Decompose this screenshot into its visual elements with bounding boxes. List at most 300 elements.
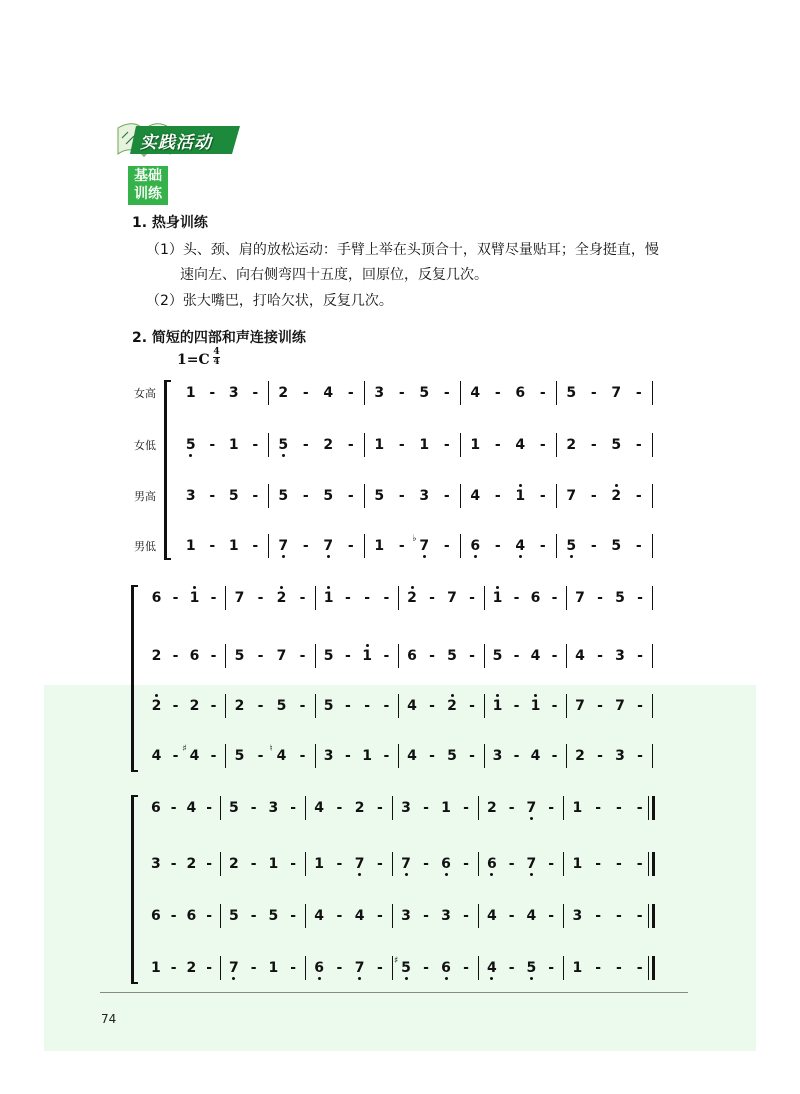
jianpu-note: 6 (441, 856, 451, 872)
dash-note: - (364, 590, 371, 606)
dash-note: - (469, 648, 475, 664)
dash-note: - (344, 648, 351, 664)
jianpu-note: 6 (189, 648, 200, 664)
jianpu-note: 7 (323, 538, 334, 554)
badge-line-2: 训练 (134, 186, 162, 202)
dash-note: - (429, 748, 435, 764)
jianpu-note: 5 (611, 437, 622, 453)
dash-note: - (209, 538, 216, 554)
jianpu-note: 4 (530, 748, 541, 764)
jianpu-note: 1 (185, 538, 196, 554)
jianpu-note: 1 (530, 698, 541, 714)
jianpu-note: 5 (268, 908, 279, 924)
jianpu-note: 3 (615, 648, 625, 664)
dash-note: - (590, 538, 597, 554)
dash-note: - (257, 590, 264, 606)
dash-note: - (615, 856, 622, 872)
barline (563, 956, 564, 980)
barline (652, 433, 653, 457)
jianpu-note: 2 (487, 800, 497, 816)
jianpu-note: 7 (575, 698, 585, 714)
jianpu-note: 1 (189, 590, 200, 606)
dash-note: - (347, 488, 354, 504)
upper-octave-dot (155, 694, 158, 697)
final-barline (652, 796, 655, 820)
barline (268, 484, 269, 508)
upper-octave-dot (615, 484, 618, 487)
jianpu-note: 1 (374, 538, 385, 554)
jianpu-note: 2 (276, 590, 287, 606)
barline (484, 744, 485, 768)
barline (556, 484, 557, 508)
dash-note: - (551, 748, 558, 764)
lower-octave-dot (474, 555, 477, 558)
item1-line2: 速向左、向右侧弯四十五度，回原位，反复几次。 (180, 267, 488, 283)
dash-note: - (398, 437, 405, 453)
dash-note: - (290, 908, 297, 924)
jianpu-note: 5 (276, 698, 287, 714)
jianpu-note: 2 (151, 698, 162, 714)
barline (305, 796, 306, 820)
dash-note: - (637, 748, 643, 764)
dash-note: - (615, 960, 622, 976)
dash-note: - (206, 856, 213, 872)
dash-note: - (206, 908, 213, 924)
dash-note: - (443, 437, 450, 453)
jianpu-note: 5 (611, 538, 622, 554)
dash-note: - (551, 698, 558, 714)
time-signature-top: 4 (213, 347, 220, 357)
jianpu-note: 5 (566, 538, 577, 554)
dash-note: - (206, 960, 213, 976)
dash-note: - (170, 800, 177, 816)
barline (484, 694, 485, 718)
jianpu-note: 1 (572, 960, 583, 976)
upper-octave-dot (366, 644, 369, 647)
dash-note: - (508, 856, 515, 872)
jianpu-note: 5 (229, 800, 239, 816)
lower-octave-dot (327, 555, 330, 558)
dash-note: - (595, 800, 602, 816)
jianpu-note: 7 (566, 488, 577, 504)
dash-note: - (637, 648, 643, 664)
barline (364, 433, 365, 457)
dash-note: - (539, 488, 546, 504)
dash-note: - (548, 856, 555, 872)
jianpu-note: 2 (151, 648, 162, 664)
barline (478, 904, 479, 928)
dash-note: - (635, 538, 642, 554)
dash-note: - (210, 590, 217, 606)
dash-note: - (170, 856, 177, 872)
jianpu-note: 5 (228, 488, 239, 504)
dash-note: - (383, 698, 390, 714)
dash-note: - (539, 437, 546, 453)
jianpu-note: 7 (278, 538, 289, 554)
jianpu-note: 1 (470, 437, 481, 453)
dash-note: - (347, 538, 354, 554)
barline (392, 904, 393, 928)
dash-note: - (336, 960, 343, 976)
barline (220, 852, 221, 876)
accidental-sign: ♯ (394, 956, 399, 966)
dash-note: - (443, 488, 450, 504)
dash-note: - (508, 960, 515, 976)
barline (305, 852, 306, 876)
dash-note: - (347, 437, 354, 453)
jianpu-note: 2 (323, 437, 334, 453)
lower-octave-dot (570, 555, 573, 558)
jianpu-note: 7 (234, 590, 245, 606)
dash-note: - (257, 698, 264, 714)
dash-note: - (302, 488, 309, 504)
page-number: 74 (101, 1012, 117, 1026)
voice-label-tenor: 男高 (134, 490, 156, 503)
dash-note: - (336, 908, 343, 924)
dash-note: - (257, 748, 264, 764)
jianpu-note: 4 (276, 748, 287, 764)
lower-octave-dot (423, 555, 426, 558)
barline (305, 956, 306, 980)
dash-note: - (539, 538, 546, 554)
dash-note: - (252, 385, 259, 401)
dash-note: - (508, 908, 515, 924)
dash-note: - (290, 856, 297, 872)
barline (652, 381, 653, 405)
item1-line3: （2）张大嘴巴，打哈欠状，反复几次。 (146, 293, 393, 309)
jianpu-note: 4 (407, 698, 417, 714)
upper-octave-dot (496, 586, 499, 589)
dash-note: - (172, 748, 179, 764)
dash-note: - (548, 908, 555, 924)
jianpu-note: 6 (441, 960, 451, 976)
jianpu-note: 6 (314, 960, 324, 976)
jianpu-note: 1 (374, 437, 385, 453)
jianpu-note: 3 (572, 908, 583, 924)
jianpu-note: 7 (276, 648, 287, 664)
jianpu-note: 6 (407, 648, 417, 664)
dash-note: - (398, 385, 405, 401)
badge-line-1: 基础 (134, 168, 162, 184)
jianpu-note: 2 (354, 800, 365, 816)
jianpu-note: 2 (229, 856, 239, 872)
barline (225, 586, 226, 610)
jianpu-note: 3 (185, 488, 196, 504)
dash-note: - (597, 590, 603, 606)
lower-octave-dot (530, 977, 533, 980)
lower-octave-dot (318, 977, 321, 980)
jianpu-note: 4 (530, 648, 541, 664)
basic-training-badge (128, 166, 168, 205)
barline (460, 484, 461, 508)
barline (268, 534, 269, 558)
dash-note: - (469, 590, 475, 606)
jianpu-note: 5 (526, 960, 537, 976)
jianpu-note: 7 (229, 960, 239, 976)
dash-note: - (590, 488, 597, 504)
dash-note: - (252, 437, 259, 453)
barline (398, 644, 399, 668)
jianpu-note: 7 (575, 590, 585, 606)
dash-note: - (250, 960, 257, 976)
jianpu-note: 7 (354, 856, 365, 872)
jianpu-note: 5 (278, 488, 289, 504)
dash-note: - (290, 800, 297, 816)
dash-note: - (635, 437, 642, 453)
jianpu-note: 6 (530, 590, 541, 606)
dash-note: - (429, 698, 435, 714)
lower-octave-dot (530, 817, 533, 820)
jianpu-note: 1 (572, 856, 583, 872)
jianpu-note: 6 (151, 908, 161, 924)
accidental-sign: ♭ (412, 534, 417, 544)
dash-note: - (210, 648, 217, 664)
barline (220, 904, 221, 928)
final-barline (652, 956, 655, 980)
dash-note: - (250, 908, 257, 924)
jianpu-note: 3 (401, 908, 411, 924)
jianpu-note: 3 (401, 800, 411, 816)
voice-label-alto: 女低 (134, 439, 156, 452)
dash-note: - (299, 648, 306, 664)
jianpu-note: 3 (492, 748, 503, 764)
barline (315, 744, 316, 768)
barline (305, 904, 306, 928)
jianpu-note: 7 (447, 590, 457, 606)
jianpu-note: 5 (229, 908, 239, 924)
dash-note: - (209, 385, 216, 401)
barline (460, 381, 461, 405)
jianpu-note: 1 (228, 538, 239, 554)
dash-note: - (376, 800, 383, 816)
barline (392, 796, 393, 820)
dash-note: - (494, 488, 501, 504)
barline (566, 694, 567, 718)
barline (478, 956, 479, 980)
upper-octave-dot (327, 586, 330, 589)
jianpu-note: 5 (447, 648, 457, 664)
dash-note: - (170, 908, 177, 924)
jianpu-note: 1 (268, 960, 279, 976)
dash-note: - (398, 488, 405, 504)
jianpu-note: 4 (487, 908, 497, 924)
jianpu-note: 7 (526, 856, 537, 872)
jianpu-note: 3 (441, 908, 451, 924)
dash-note: - (636, 856, 643, 872)
voice-label-soprano: 女高 (134, 387, 156, 400)
dash-note: - (209, 437, 216, 453)
dash-note: - (595, 908, 602, 924)
dash-note: - (513, 648, 520, 664)
dash-note: - (551, 590, 558, 606)
jianpu-note: 4 (515, 437, 526, 453)
jianpu-note: 1 (419, 437, 430, 453)
dash-note: - (423, 856, 429, 872)
jianpu-note: 5 (492, 648, 503, 664)
barline (652, 534, 653, 558)
barline (225, 694, 226, 718)
item2-title: 2. 简短的四部和声连接训练 (132, 330, 306, 346)
jianpu-note: 2 (447, 698, 457, 714)
barline (225, 644, 226, 668)
dash-note: - (383, 590, 390, 606)
dash-note: - (463, 960, 469, 976)
section-header-title: 实践活动 (140, 133, 212, 153)
dash-note: - (637, 698, 643, 714)
barline (484, 586, 485, 610)
dash-note: - (548, 800, 555, 816)
jianpu-note: 4 (526, 908, 537, 924)
dash-note: - (636, 960, 643, 976)
upper-octave-dot (193, 586, 196, 589)
dash-note: - (252, 538, 259, 554)
barline (478, 852, 479, 876)
dash-note: - (376, 908, 383, 924)
jianpu-note: 4 (186, 800, 197, 816)
jianpu-note: 1 (362, 748, 372, 764)
jianpu-note: 3 (268, 800, 279, 816)
jianpu-note: 5 (323, 698, 334, 714)
jianpu-note: 2 (186, 960, 197, 976)
dash-note: - (206, 800, 213, 816)
dash-note: - (429, 648, 435, 664)
system-bracket (131, 585, 138, 772)
jianpu-note: 3 (323, 748, 334, 764)
footer-rule (100, 992, 688, 993)
dash-note: - (398, 538, 405, 554)
barline (268, 433, 269, 457)
barline (566, 586, 567, 610)
dash-note: - (508, 800, 515, 816)
system-bracket (131, 795, 138, 984)
dash-note: - (302, 437, 309, 453)
dash-note: - (494, 538, 501, 554)
barline (652, 694, 653, 718)
jianpu-note: 6 (487, 856, 497, 872)
key-signature: 1=C (177, 352, 210, 368)
jianpu-note: 1 (362, 648, 372, 664)
dash-note: - (347, 385, 354, 401)
item1-line1: （1）头、颈、肩的放松运动：手臂上举在头顶合十，双臂尽量贴耳；全身挺直，慢 (146, 242, 659, 258)
barline (460, 534, 461, 558)
barline (315, 694, 316, 718)
upper-octave-dot (534, 694, 537, 697)
jianpu-note: 4 (314, 908, 324, 924)
jianpu-note: 4 (575, 648, 585, 664)
dash-note: - (595, 856, 602, 872)
jianpu-note: 5 (566, 385, 577, 401)
jianpu-note: 6 (151, 590, 162, 606)
lower-octave-dot (189, 454, 192, 457)
barline (556, 433, 557, 457)
barline (652, 586, 653, 610)
dash-note: - (539, 385, 546, 401)
dash-note: - (513, 698, 520, 714)
dash-note: - (376, 960, 383, 976)
barline (648, 796, 649, 820)
jianpu-note: 1 (515, 488, 526, 504)
jianpu-note: 2 (278, 385, 289, 401)
jianpu-note: 7 (611, 385, 622, 401)
dash-note: - (299, 590, 306, 606)
jianpu-note: 4 (323, 385, 334, 401)
jianpu-note: 1 (228, 437, 239, 453)
dash-note: - (463, 800, 469, 816)
accidental-sign: ♯ (182, 744, 187, 754)
dash-note: - (172, 590, 179, 606)
barline (364, 381, 365, 405)
barline (398, 586, 399, 610)
barline (652, 744, 653, 768)
lower-octave-dot (530, 873, 533, 876)
barline (563, 852, 564, 876)
jianpu-note: 1 (492, 698, 503, 714)
jianpu-note: 4 (407, 748, 417, 764)
dash-note: - (513, 748, 520, 764)
jianpu-note: 5 (234, 748, 245, 764)
jianpu-note: 3 (228, 385, 239, 401)
dash-note: - (250, 800, 257, 816)
barline (566, 644, 567, 668)
voice-label-bass: 男低 (134, 540, 156, 553)
barline (268, 381, 269, 405)
dash-note: - (172, 648, 179, 664)
jianpu-note: 6 (515, 385, 526, 401)
final-barline (652, 904, 655, 928)
dash-note: - (551, 648, 558, 664)
dash-note: - (210, 698, 217, 714)
jianpu-note: 1 (323, 590, 334, 606)
jianpu-note: 1 (185, 385, 196, 401)
dash-note: - (209, 488, 216, 504)
dash-note: - (463, 856, 469, 872)
dash-note: - (210, 748, 217, 764)
item1-title: 1. 热身训练 (132, 215, 208, 231)
jianpu-note: 4 (151, 748, 162, 764)
jianpu-note: 5 (615, 590, 625, 606)
dash-note: - (299, 748, 306, 764)
barline (566, 744, 567, 768)
jianpu-note: 1 (151, 960, 161, 976)
jianpu-note: 1 (492, 590, 503, 606)
dash-note: - (615, 800, 622, 816)
barline (648, 904, 649, 928)
dash-note: - (172, 698, 179, 714)
dash-note: - (548, 960, 555, 976)
lower-octave-dot (282, 555, 285, 558)
dash-note: - (635, 488, 642, 504)
jianpu-note: 1 (314, 856, 324, 872)
lower-octave-dot (445, 977, 448, 980)
dash-note: - (597, 648, 603, 664)
barline (556, 381, 557, 405)
dash-note: - (429, 590, 435, 606)
jianpu-note: 5 (323, 488, 334, 504)
dash-note: - (636, 908, 643, 924)
jianpu-note: 6 (186, 908, 197, 924)
dash-note: - (376, 856, 383, 872)
system-bracket (164, 380, 171, 560)
barline (563, 796, 564, 820)
upper-octave-dot (496, 694, 499, 697)
dash-note: - (469, 698, 475, 714)
barline (648, 956, 649, 980)
dash-note: - (494, 437, 501, 453)
barline (648, 852, 649, 876)
jianpu-note: 5 (323, 648, 334, 664)
barline (460, 433, 461, 457)
upper-octave-dot (280, 586, 283, 589)
